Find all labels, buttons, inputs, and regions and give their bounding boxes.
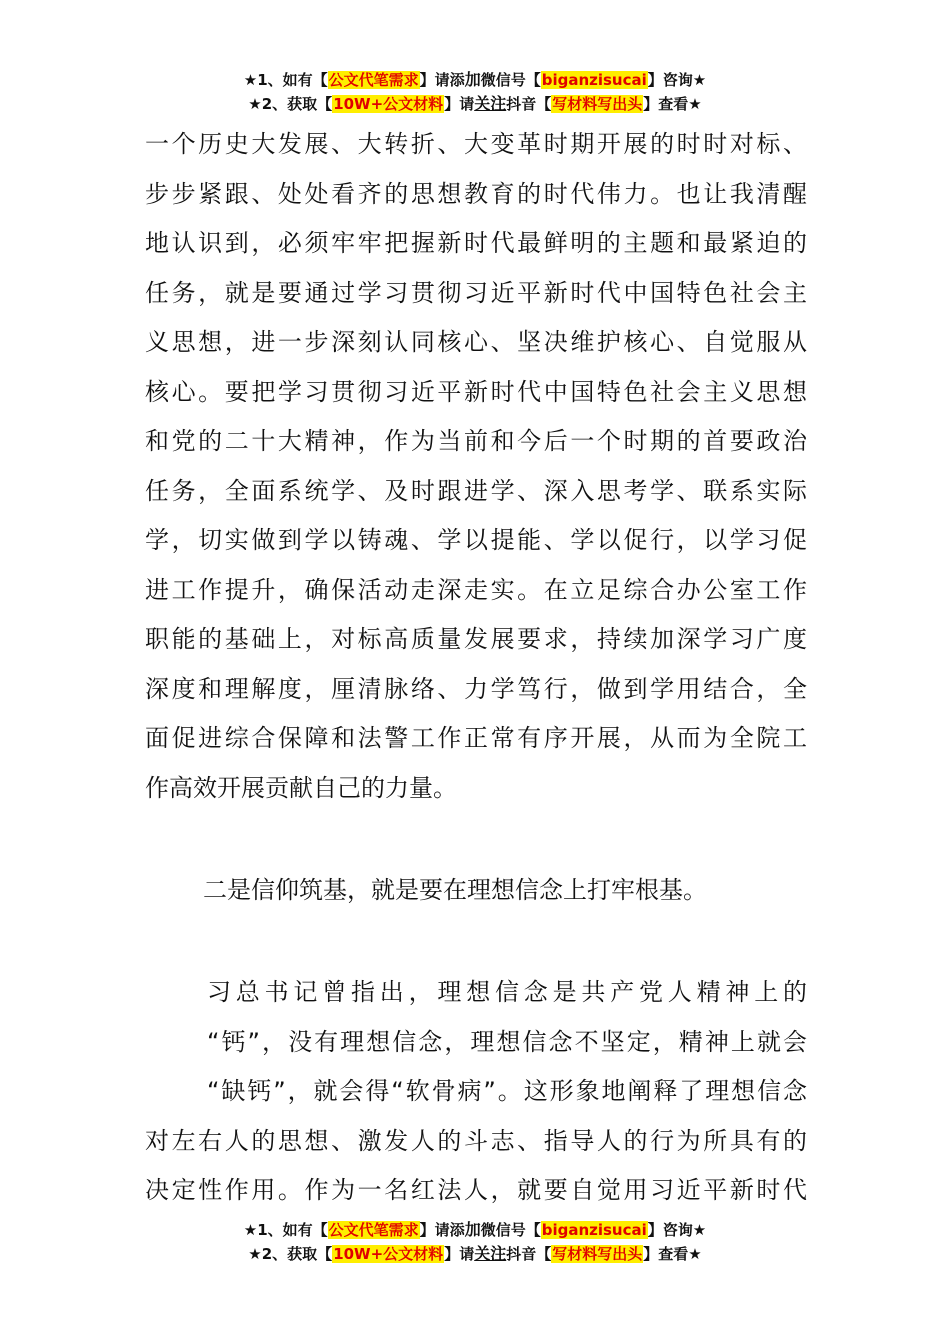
text-line: 一个历史大发展、大转折、大变革时期开展的时时对标、 — [145, 130, 807, 158]
text-line: 深度和理解度，厘清脉络、力学笃行，做到学用结合，全 — [145, 674, 807, 703]
text-line: 地认识到，必须牢牢把握新时代最鲜明的主题和最紧迫的 — [145, 229, 807, 257]
text-line: 核心。要把学习贯彻习近平新时代中国特色社会主义思想 — [145, 377, 807, 406]
promo-banner-bottom — [0, 1218, 950, 1266]
highlight-douyin-account: 写材料写出头 — [552, 1245, 643, 1263]
paragraph-continuation — [145, 120, 807, 813]
text-line: 义思想，进一步深刻认同核心、坚决维护核心、自觉服从 — [145, 328, 807, 356]
text-line: 步步紧跟、处处看齐的思想教育的时代伟力。也让我清醒 — [145, 179, 807, 208]
text-line: “钙”，没有理想信念，理想信念不坚定，精神上就会 — [207, 1027, 807, 1056]
paragraph — [145, 968, 807, 1216]
promo-line-1: ★1、如有【公文代笔需求】请添加微信号【biganzisucai】咨询★ — [243, 70, 707, 89]
promo-line-1: ★1、如有【公文代笔需求】请添加微信号【biganzisucai】咨询★ — [243, 1220, 707, 1239]
highlight-materials: 10W+公文材料 — [333, 95, 444, 113]
text-line: 决定性作用。作为一名红法人，就要自觉用习近平新时代 — [145, 1176, 807, 1204]
promo-line-2: ★2、获取【10W+公文材料】请关注抖音【写材料写出头】查看★ — [248, 1244, 702, 1263]
text-line: 进工作提升，确保活动走深走实。在立足综合办公室工作 — [145, 575, 807, 604]
text-line: 习总书记曾指出，理想信念是共产党人精神上的 — [207, 978, 807, 1006]
section-heading — [203, 866, 807, 916]
highlight-service: 公文代笔需求 — [328, 1221, 419, 1239]
text-line: 作高效开展贡献自己的力量。 — [145, 773, 457, 802]
text-line: 和党的二十大精神，作为当前和今后一个时期的首要政治 — [145, 427, 807, 455]
text-line: 任务，全面系统学、及时跟进学、深入思考学、联系实际 — [145, 476, 807, 505]
text-line: 对左右人的思想、激发人的斗志、指导人的行为所具有的 — [145, 1126, 807, 1155]
promo-line-2: ★2、获取【10W+公文材料】请关注抖音【写材料写出头】查看★ — [248, 94, 702, 113]
text-line: “缺钙”，就会得“软骨病”。这形象地阐释了理想信念 — [207, 1077, 807, 1105]
text-line: 学，切实做到学以铸魂、学以提能、学以促行，以学习促 — [145, 526, 807, 554]
highlight-wechat-id: biganzisucai — [541, 1221, 647, 1239]
promo-banner-top — [0, 68, 950, 116]
highlight-douyin-account: 写材料写出头 — [552, 95, 643, 113]
heading-text: 二是信仰筑基，就是要在理想信念上打牢根基。 — [203, 876, 707, 904]
text-line: 职能的基础上，对标高质量发展要求，持续加深学习广度 — [145, 625, 807, 653]
highlight-wechat-id: biganzisucai — [541, 71, 647, 89]
text-line: 面促进综合保障和法警工作正常有序开展，从而为全院工 — [145, 724, 807, 752]
highlight-service: 公文代笔需求 — [328, 71, 419, 89]
highlight-materials: 10W+公文材料 — [333, 1245, 444, 1263]
text-line: 任务，就是要通过学习贯彻习近平新时代中国特色社会主 — [145, 278, 807, 307]
